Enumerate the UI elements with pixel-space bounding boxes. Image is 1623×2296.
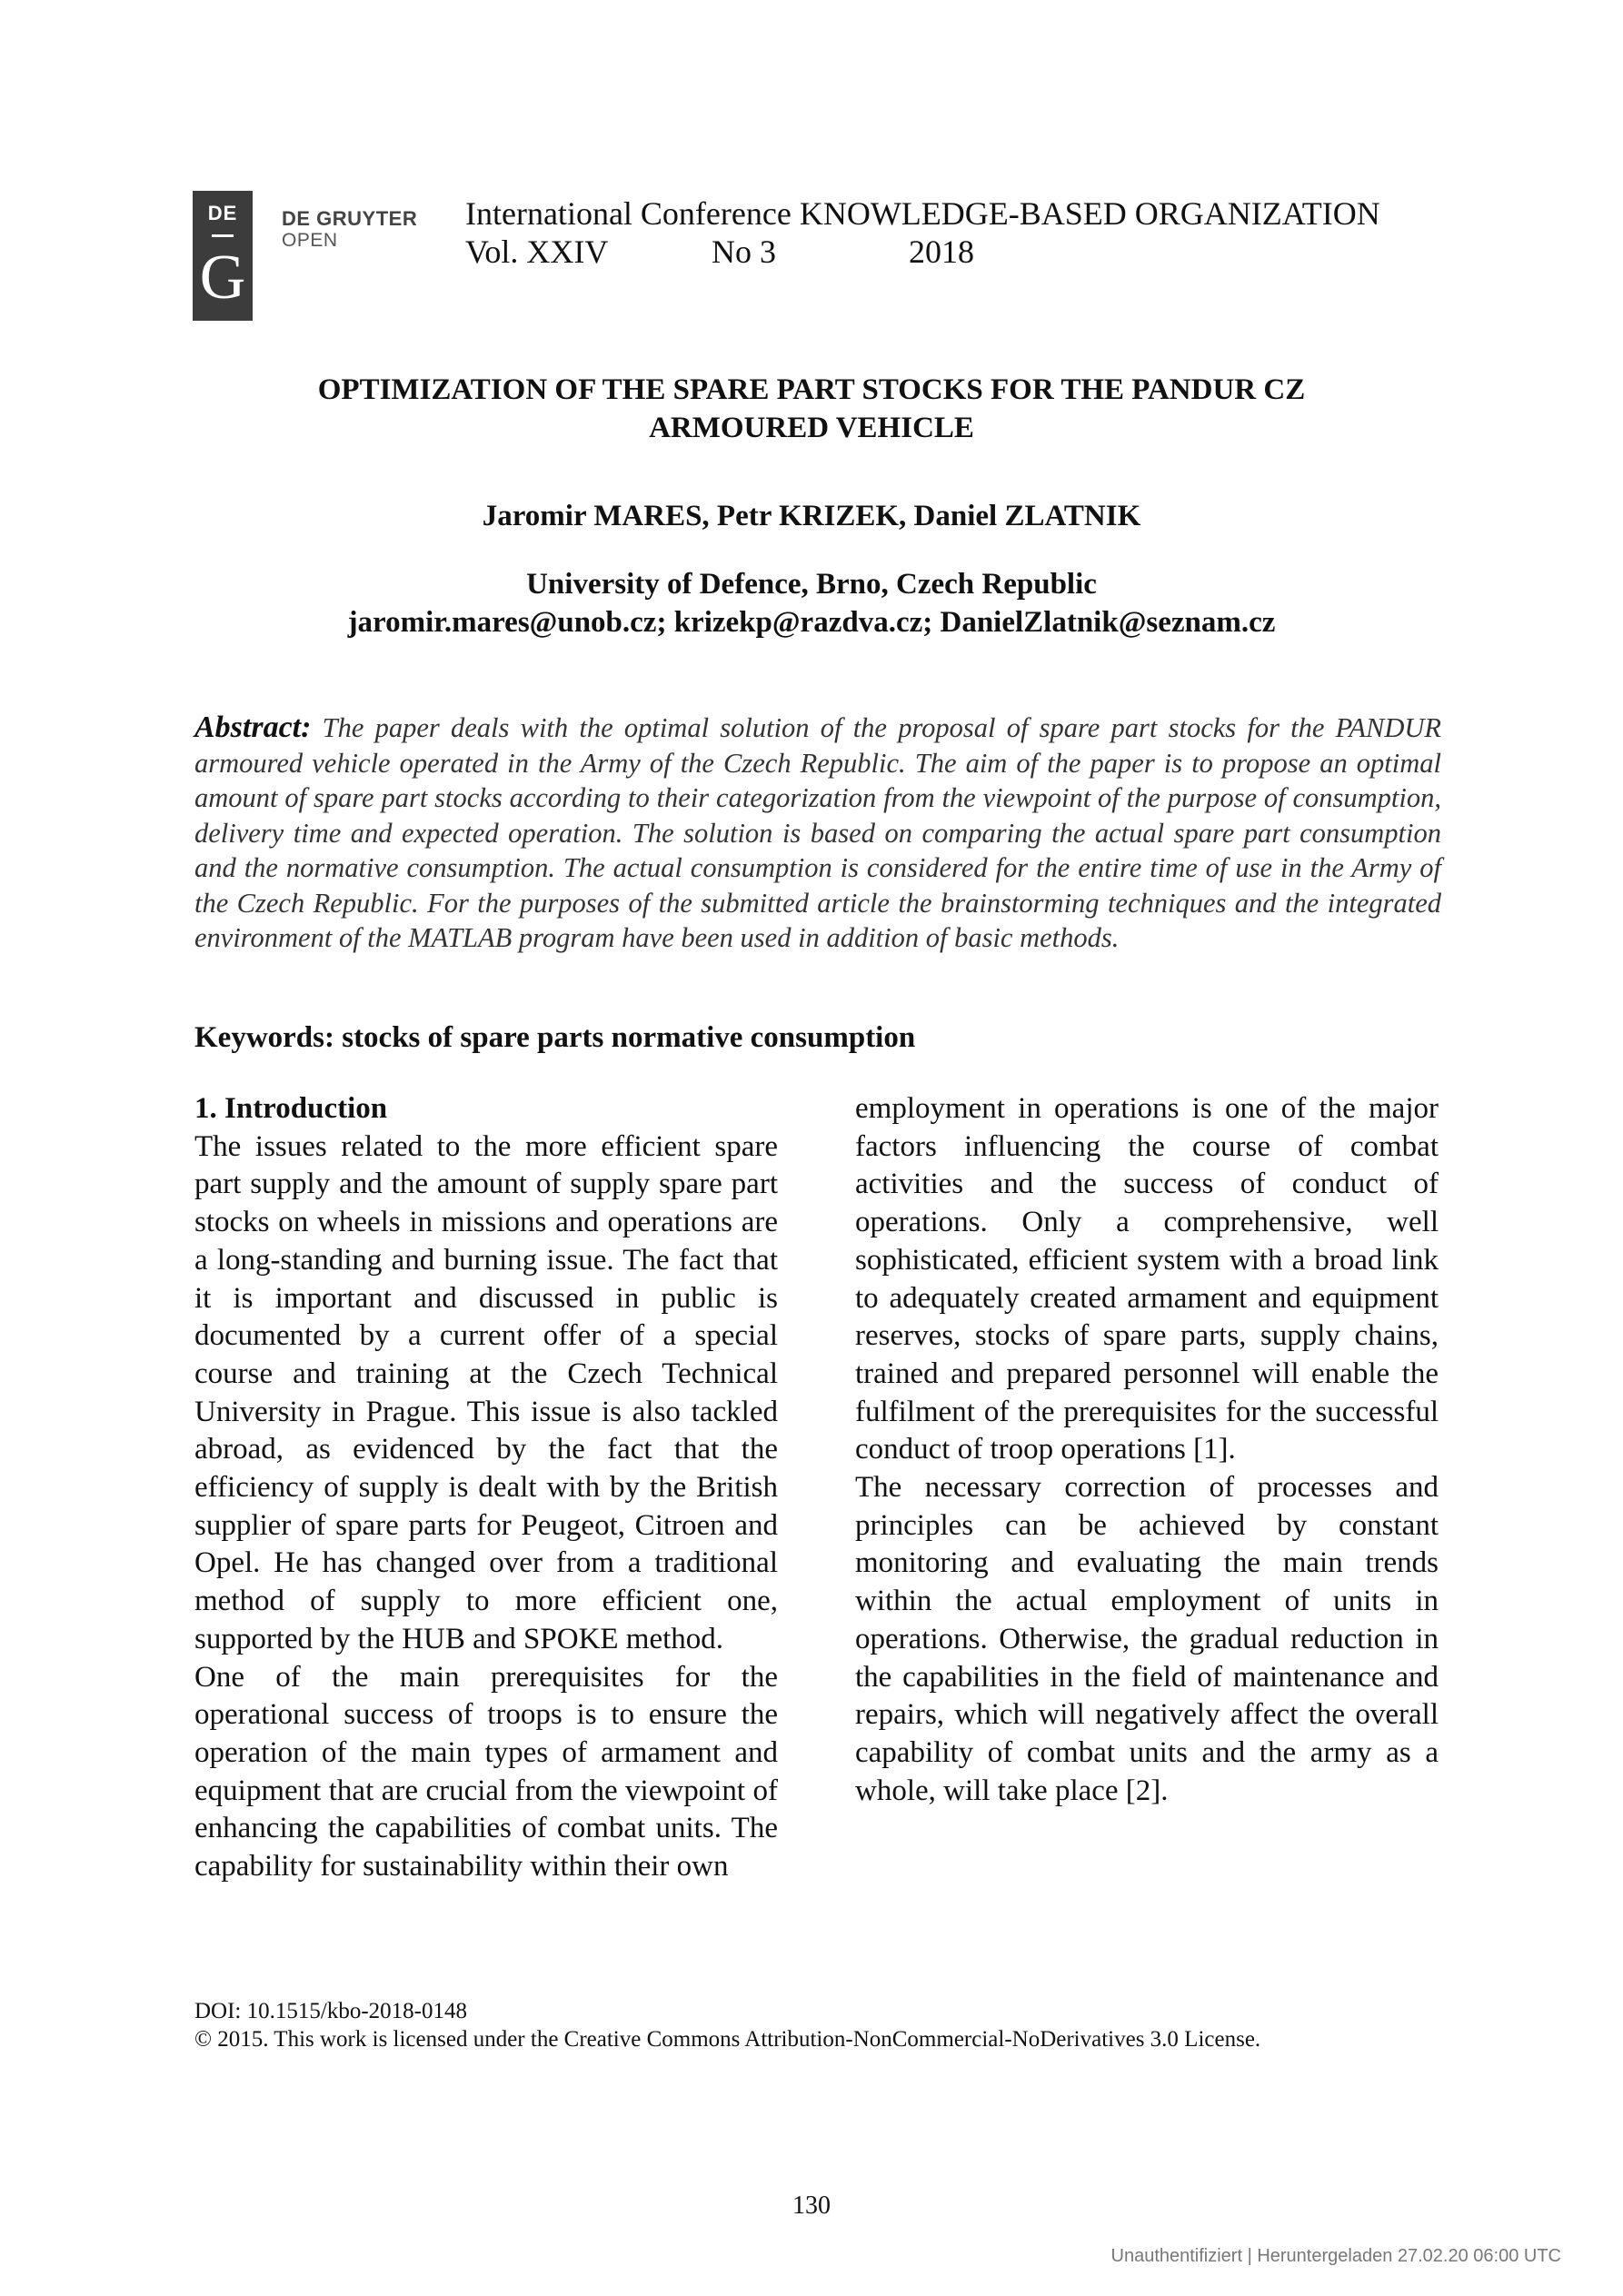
paper-authors: Jaromir MARES, Petr KRIZEK, Daniel ZLATNIK: [482, 500, 1141, 532]
body-paragraph: One of the main prerequisites for the operational success of troops is to ensure the operation of the main types of armament and equipment that are crucial from the viewpoint of enhancing the capabilities of combat units. The capability for sustainability within their own: [194, 1660, 778, 1884]
page-number: 130: [792, 2192, 831, 2220]
download-note: Unauthentifiziert | Heruntergeladen 27.02.20 06:00 UTC: [1110, 2246, 1561, 2266]
body-paragraph: The issues related to the more efficient spare part supply and the amount of supply spare part stocks on wheels in missions and operations are a long-standing and burning issue. The fact that it is important and discussed in public is documented by a current offer of a special course and training at the Czech Technical University in Prague. This issue is also tackled abroad, as evidenced by the fact that the efficiency of supply is dealt with by the British supplier of spare parts for Peugeot, Citroen and Opel. He has changed over from a traditional method of supply to more efficient one, supported by the HUB and SPOKE method.: [194, 1129, 778, 1655]
doi: DOI: 10.1515/kbo-2018-0148: [194, 1999, 467, 2023]
paper-title-line-2: ARMOURED VEHICLE: [649, 412, 974, 444]
body-paragraph: The necessary correction of processes and principles can be achieved by constant monitoring and evaluating the main trends within the actual employment of units in operations. Otherwise, the gradual reduction in the capabilities in the field of maintenance and repairs, which will negatively affect the overall capability of combat units and the army as a whole, will take place [2].: [855, 1471, 1439, 1807]
section-heading: 1. Introduction: [194, 1092, 388, 1125]
paper-affiliation: University of Defence, Brno, Czech Republic: [526, 568, 1097, 601]
abstract: [194, 711, 1441, 956]
license-note: © 2015. This work is licensed under the Creative Commons Attribution-NonCommercial-NoDerivatives 3.0 License.: [194, 2027, 1261, 2052]
logo-monogram-top: DE: [207, 202, 238, 224]
publisher-sub: OPEN: [282, 230, 338, 251]
abstract-label: Abstract:: [194, 711, 312, 744]
logo-rule: [212, 234, 234, 237]
keywords: Keywords: stocks of spare parts normative consumption: [194, 1021, 916, 1054]
paper-title: [182, 371, 1441, 447]
conference-name: International Conference KNOWLEDGE-BASED ORGANIZATION: [465, 195, 1380, 232]
body-column-left: [194, 1090, 778, 1886]
paper-title-line-1: OPTIMIZATION OF THE SPARE PART STOCKS FOR THE PANDUR CZ: [317, 373, 1306, 406]
paper-affiliation-block: [182, 565, 1441, 641]
abstract-text: The paper deals with the optimal solution of the proposal of spare part stocks for the PANDUR armoured vehicle operated in the Army of the Czech Republic. The aim of the paper is to propose an optimal amount of spare part stocks according to their categorization from the viewpoint of the purpose of consumption, delivery time and expected operation. The solution is based on comparing the actual spare part consumption and the normative consumption. The actual consumption is considered for the entire time of use in the Army of the Czech Republic. For the purposes of the submitted article the brainstorming techniques and the integrated environment of the MATLAB program have been used in addition of basic methods.: [194, 712, 1441, 953]
body-column-right: [855, 1090, 1439, 1810]
conference-volume: Vol. XXIV: [465, 234, 609, 270]
publisher-name: DE GRUYTER: [282, 207, 418, 230]
conference-number: No 3: [712, 234, 776, 270]
body-paragraph: employment in operations is one of the major factors influencing the course of combat activities and the success of conduct of operations. Only a comprehensive, well sophisticated, efficient system with a broad link to adequately created armament and equipment reserves, stocks of spare parts, supply chains, trained and prepared personnel will enable the fulfilment of the prerequisites for the successful conduct of troop operations [1].: [855, 1092, 1439, 1466]
paper-emails: jaromir.mares@unob.cz; krizekp@razdva.cz; DanielZlatnik@seznam.cz: [347, 606, 1276, 639]
conference-year: 2018: [909, 234, 974, 270]
logo-monogram-bottom: G: [199, 243, 246, 313]
publisher-logo: [193, 191, 253, 321]
